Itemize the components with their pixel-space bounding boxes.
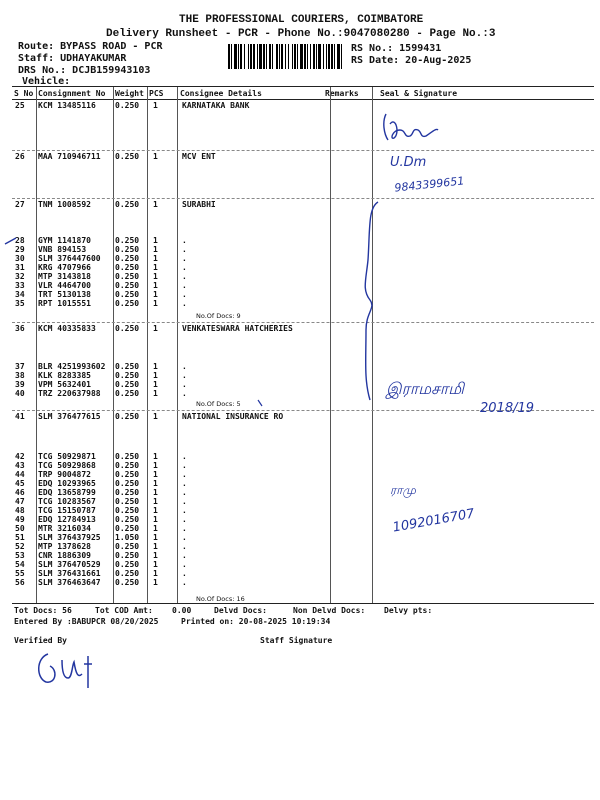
signature-big xyxy=(384,360,594,420)
cell-consignee: . xyxy=(182,488,187,497)
cell-weight: 0.250 xyxy=(115,152,140,161)
cell-consignee: . xyxy=(182,236,187,245)
svg-text:9843399651: 9843399651 xyxy=(393,174,465,195)
cell-sno: 51 xyxy=(15,533,25,542)
cell-pcs: 1 xyxy=(153,272,158,281)
cell-weight: 0.250 xyxy=(115,470,140,479)
cell-sno: 30 xyxy=(15,254,25,263)
cell-pcs: 1 xyxy=(153,152,158,161)
barcode-bar xyxy=(240,44,242,69)
cell-weight: 0.250 xyxy=(115,254,140,263)
cell-pcs: 1 xyxy=(153,380,158,389)
cell-weight: 0.250 xyxy=(115,452,140,461)
barcode-bar xyxy=(337,44,340,69)
cell-consignment-no: EDQ 12784913 xyxy=(38,515,96,524)
cell-sno: 56 xyxy=(15,578,25,587)
cell-consignment-no: TRP 9004872 xyxy=(38,470,91,479)
barcode-bar xyxy=(297,44,298,69)
cell-consignment-no: SLM 376463647 xyxy=(38,578,101,587)
barcode-bar xyxy=(285,44,286,69)
cell-consignment-no: MTP 3143818 xyxy=(38,272,91,281)
barcode-bar xyxy=(310,44,311,69)
cell-sno: 43 xyxy=(15,461,25,470)
barcode-bar xyxy=(292,44,293,69)
cell-weight: 0.250 xyxy=(115,560,140,569)
cell-consignment-no: BLR 4251993602 xyxy=(38,362,106,371)
printed-on: Printed on: 20-08-2025 10:19:34 xyxy=(181,617,331,626)
cell-pcs: 1 xyxy=(153,281,158,290)
entered-by: Entered By :BABUPCR 08/20/2025 xyxy=(14,617,159,626)
table-top-rule xyxy=(12,86,594,87)
cell-weight: 0.250 xyxy=(115,324,140,333)
cell-pcs: 1 xyxy=(153,412,158,421)
doc-count: No.Of Docs: 5 xyxy=(196,400,241,408)
cell-sno: 40 xyxy=(15,389,25,398)
signature-row26 xyxy=(388,150,508,198)
cell-weight: 0.250 xyxy=(115,479,140,488)
cell-weight: 0.250 xyxy=(115,569,140,578)
cell-sno: 31 xyxy=(15,263,25,272)
cell-consignee: . xyxy=(182,290,187,299)
cell-weight: 0.250 xyxy=(115,245,140,254)
barcode-bar xyxy=(313,44,315,69)
cell-sno: 36 xyxy=(15,324,25,333)
cell-consignment-no: MTR 3216034 xyxy=(38,524,91,533)
cell-pcs: 1 xyxy=(153,263,158,272)
cell-consignee: VENKATESWARA HATCHERIES xyxy=(182,324,293,333)
cell-sno: 32 xyxy=(15,272,25,281)
barcode-bar xyxy=(341,44,342,69)
cell-weight: 0.250 xyxy=(115,101,140,110)
cell-consignment-no: TCG 15150787 xyxy=(38,506,96,515)
cell-consignee: . xyxy=(182,281,187,290)
barcode-bar xyxy=(276,44,278,69)
barcode-bar xyxy=(263,44,265,69)
cell-consignee: . xyxy=(182,362,187,371)
barcode-bar xyxy=(259,44,262,69)
cell-sno: 53 xyxy=(15,551,25,560)
cell-pcs: 1 xyxy=(153,362,158,371)
cell-consignee: . xyxy=(182,560,187,569)
barcode-bar xyxy=(318,44,321,69)
cell-consignment-no: TCG 50929868 xyxy=(38,461,96,470)
barcode-bar xyxy=(253,44,255,69)
col-divider xyxy=(113,87,114,603)
cell-consignee: SURABHI xyxy=(182,200,216,209)
cell-consignee: . xyxy=(182,389,187,398)
cell-consignment-no: MTP 1378628 xyxy=(38,542,91,551)
cell-weight: 0.250 xyxy=(115,524,140,533)
cell-pcs: 1 xyxy=(153,506,158,515)
cell-consignment-no: TNM 1008592 xyxy=(38,200,91,209)
vehicle: Vehicle: xyxy=(22,76,71,87)
barcode-bar xyxy=(244,44,245,69)
cell-consignee: . xyxy=(182,542,187,551)
margin-tick xyxy=(4,236,18,246)
svg-text:இராமசாமி: இராமசாமி xyxy=(386,379,465,398)
cell-consignee: . xyxy=(182,461,187,470)
cell-sno: 55 xyxy=(15,569,25,578)
svg-text:ராமு: ராமு xyxy=(390,483,416,497)
cell-weight: 0.250 xyxy=(115,506,140,515)
cell-consignment-no: KCM 40335833 xyxy=(38,324,96,333)
cell-pcs: 1 xyxy=(153,524,158,533)
cell-pcs: 1 xyxy=(153,533,158,542)
cell-consignment-no: CNR 1886309 xyxy=(38,551,91,560)
cell-consignee: . xyxy=(182,479,187,488)
col-divider xyxy=(147,87,148,603)
cell-pcs: 1 xyxy=(153,578,158,587)
cell-weight: 0.250 xyxy=(115,263,140,272)
cell-consignee: . xyxy=(182,533,187,542)
cell-weight: 0.250 xyxy=(115,488,140,497)
col-sno: S No xyxy=(14,89,34,98)
cell-sno: 27 xyxy=(15,200,25,209)
cell-consignee: . xyxy=(182,497,187,506)
cell-consignee: . xyxy=(182,245,187,254)
cell-weight: 0.250 xyxy=(115,389,140,398)
staff: Staff: UDHAYAKUMAR xyxy=(18,53,127,64)
col-remarks: Remarks xyxy=(325,89,359,98)
group-separator xyxy=(12,198,594,199)
cell-sno: 42 xyxy=(15,452,25,461)
cell-consignee: . xyxy=(182,254,187,263)
doc-count: No.Of Docs: 9 xyxy=(196,312,241,320)
cell-consignment-no: TRZ 220637988 xyxy=(38,389,101,398)
cell-consignee: . xyxy=(182,551,187,560)
cell-pcs: 1 xyxy=(153,470,158,479)
cell-sno: 39 xyxy=(15,380,25,389)
route: Route: BYPASS ROAD - PCR xyxy=(18,41,163,52)
cell-pcs: 1 xyxy=(153,389,158,398)
barcode-bar xyxy=(300,44,303,69)
cell-pcs: 1 xyxy=(153,299,158,308)
cell-sno: 29 xyxy=(15,245,25,254)
cell-pcs: 1 xyxy=(153,101,158,110)
cell-consignee: . xyxy=(182,380,187,389)
cell-consignment-no: SLM 376447600 xyxy=(38,254,101,263)
cell-sno: 44 xyxy=(15,470,25,479)
cell-pcs: 1 xyxy=(153,452,158,461)
cell-pcs: 1 xyxy=(153,542,158,551)
cell-weight: 0.250 xyxy=(115,200,140,209)
barcode-bar xyxy=(238,44,239,69)
cell-sno: 48 xyxy=(15,506,25,515)
cell-pcs: 1 xyxy=(153,236,158,245)
cell-consignee: . xyxy=(182,506,187,515)
cell-weight: 0.250 xyxy=(115,461,140,470)
barcode-bar xyxy=(326,44,327,69)
barcode-bar xyxy=(281,44,283,69)
cell-pcs: 1 xyxy=(153,497,158,506)
col-divider xyxy=(330,87,331,603)
runsheet-subtitle: Delivery Runsheet - PCR - Phone No.:9047080280 - Page No.:3 xyxy=(106,28,496,40)
cell-pcs: 1 xyxy=(153,569,158,578)
cell-consignment-no: MAA 710946711 xyxy=(38,152,101,161)
cell-pcs: 1 xyxy=(153,479,158,488)
cell-consignment-no: SLM 376477615 xyxy=(38,412,101,421)
cell-consignee: MCV ENT xyxy=(182,152,216,161)
barcode-bar xyxy=(257,44,258,69)
cell-consignee: . xyxy=(182,371,187,380)
cell-consignment-no: GYM 1141870 xyxy=(38,236,91,245)
barcode-bar xyxy=(234,44,237,69)
barcode-bar xyxy=(272,44,273,69)
barcode-bar xyxy=(266,44,267,69)
cell-consignment-no: TCG 10283567 xyxy=(38,497,96,506)
svg-text:U.Dm: U.Dm xyxy=(390,155,427,170)
cell-pcs: 1 xyxy=(153,200,158,209)
cell-consignment-no: SLM 376437925 xyxy=(38,533,101,542)
cell-sno: 47 xyxy=(15,497,25,506)
svg-text:2018/19: 2018/19 xyxy=(480,401,535,416)
barcode-bar xyxy=(288,44,289,69)
cell-sno: 49 xyxy=(15,515,25,524)
cell-sno: 41 xyxy=(15,412,25,421)
drs-number: DRS No.: DCJB159943103 xyxy=(18,65,151,76)
cell-consignment-no: EDQ 10293965 xyxy=(38,479,96,488)
total-cod-value: 0.00 xyxy=(172,606,192,615)
cell-pcs: 1 xyxy=(153,245,158,254)
col-weight: Weight xyxy=(115,89,144,98)
cell-weight: 0.250 xyxy=(115,362,140,371)
barcode-bar xyxy=(328,44,330,69)
bracket-mark xyxy=(356,200,386,406)
barcode-bar xyxy=(228,44,230,69)
cell-sno: 26 xyxy=(15,152,25,161)
cell-consignee: . xyxy=(182,470,187,479)
verified-by: Verified By xyxy=(14,636,67,645)
cell-sno: 50 xyxy=(15,524,25,533)
cell-consignment-no: TRT 5130138 xyxy=(38,290,91,299)
cell-weight: 0.250 xyxy=(115,380,140,389)
signature-row41 xyxy=(388,478,508,534)
cell-pcs: 1 xyxy=(153,551,158,560)
delivered-docs: Delvd Docs: xyxy=(214,606,267,615)
delivery-points: Delvy pts: xyxy=(384,606,433,615)
rs-date: RS Date: 20-Aug-2025 xyxy=(351,55,472,66)
barcode-bar xyxy=(279,44,280,69)
barcode xyxy=(228,44,342,69)
verifier-signature xyxy=(34,648,114,692)
barcode-bar xyxy=(248,44,249,69)
cell-consignee: . xyxy=(182,263,187,272)
cell-consignment-no: SLM 376470529 xyxy=(38,560,101,569)
barcode-bar xyxy=(323,44,324,69)
cell-weight: 0.250 xyxy=(115,371,140,380)
cell-consignee: . xyxy=(182,569,187,578)
cell-sno: 52 xyxy=(15,542,25,551)
col-divider xyxy=(177,87,178,603)
cell-pcs: 1 xyxy=(153,488,158,497)
cell-weight: 0.250 xyxy=(115,236,140,245)
svg-text:1092016707: 1092016707 xyxy=(391,506,476,536)
cell-consignee: . xyxy=(182,299,187,308)
staff-signature: Staff Signature xyxy=(260,636,333,645)
cell-sno: 28 xyxy=(15,236,25,245)
cell-consignment-no: VPM 5632401 xyxy=(38,380,91,389)
cell-sno: 25 xyxy=(15,101,25,110)
cell-consignment-no: VNB 894153 xyxy=(38,245,87,254)
cell-pcs: 1 xyxy=(153,461,158,470)
cell-weight: 0.250 xyxy=(115,299,140,308)
col-pcs: PCS xyxy=(149,89,164,98)
cell-sno: 54 xyxy=(15,560,25,569)
cell-consignee: . xyxy=(182,578,187,587)
barcode-bar xyxy=(307,44,308,69)
barcode-bar xyxy=(294,44,296,69)
cell-sno: 34 xyxy=(15,290,25,299)
cell-consignment-no: RPT 1015551 xyxy=(38,299,91,308)
cell-weight: 0.250 xyxy=(115,578,140,587)
cell-pcs: 1 xyxy=(153,324,158,333)
barcode-bar xyxy=(331,44,333,69)
cell-weight: 0.250 xyxy=(115,515,140,524)
doc-count: No.Of Docs: 16 xyxy=(196,595,245,603)
cell-pcs: 1 xyxy=(153,560,158,569)
barcode-bar xyxy=(250,44,252,69)
col-divider xyxy=(36,87,37,603)
rs-number: RS No.: 1599431 xyxy=(351,43,442,54)
cell-consignment-no: KRG 4707966 xyxy=(38,263,91,272)
cell-consignment-no: SLM 376431661 xyxy=(38,569,101,578)
total-cod-label: Tot COD Amt: xyxy=(95,606,153,615)
cell-weight: 0.250 xyxy=(115,272,140,281)
cell-weight: 1.050 xyxy=(115,533,140,542)
barcode-bar xyxy=(334,44,335,69)
non-delivered-docs: Non Delvd Docs: xyxy=(293,606,366,615)
company-name: THE PROFESSIONAL COURIERS, COIMBATORE xyxy=(179,14,424,26)
table-bottom-rule xyxy=(12,603,594,604)
cell-consignment-no: KCM 13485116 xyxy=(38,101,96,110)
cell-sno: 37 xyxy=(15,362,25,371)
margin-tick xyxy=(256,398,266,408)
cell-sno: 35 xyxy=(15,299,25,308)
cell-sno: 38 xyxy=(15,371,25,380)
cell-consignment-no: VLR 4464700 xyxy=(38,281,91,290)
cell-pcs: 1 xyxy=(153,371,158,380)
cell-sno: 33 xyxy=(15,281,25,290)
cell-sno: 46 xyxy=(15,488,25,497)
cell-weight: 0.250 xyxy=(115,497,140,506)
cell-pcs: 1 xyxy=(153,290,158,299)
barcode-bar xyxy=(316,44,317,69)
cell-consignee: NATIONAL INSURANCE RO xyxy=(182,412,284,421)
cell-weight: 0.250 xyxy=(115,290,140,299)
cell-weight: 0.250 xyxy=(115,551,140,560)
cell-consignee: . xyxy=(182,272,187,281)
barcode-bar xyxy=(304,44,306,69)
cell-weight: 0.250 xyxy=(115,412,140,421)
signature-row25 xyxy=(380,110,450,150)
cell-consignee: KARNATAKA BANK xyxy=(182,101,250,110)
cell-consignee: . xyxy=(182,515,187,524)
cell-weight: 0.250 xyxy=(115,542,140,551)
col-consignee: Consignee Details xyxy=(180,89,262,98)
barcode-bar xyxy=(231,44,232,69)
cell-consignment-no: TCG 50929871 xyxy=(38,452,96,461)
table-header-rule xyxy=(12,99,594,100)
col-consignment: Consignment No xyxy=(38,89,106,98)
barcode-bar xyxy=(269,44,271,69)
cell-consignee: . xyxy=(182,524,187,533)
cell-consignment-no: KLK 8283385 xyxy=(38,371,91,380)
col-seal-signature: Seal & Signature xyxy=(380,89,458,98)
cell-pcs: 1 xyxy=(153,515,158,524)
cell-weight: 0.250 xyxy=(115,281,140,290)
total-docs: Tot Docs: 56 xyxy=(14,606,72,615)
cell-consignment-no: EDQ 13658799 xyxy=(38,488,96,497)
cell-pcs: 1 xyxy=(153,254,158,263)
cell-consignee: . xyxy=(182,452,187,461)
cell-sno: 45 xyxy=(15,479,25,488)
group-separator xyxy=(12,322,594,323)
